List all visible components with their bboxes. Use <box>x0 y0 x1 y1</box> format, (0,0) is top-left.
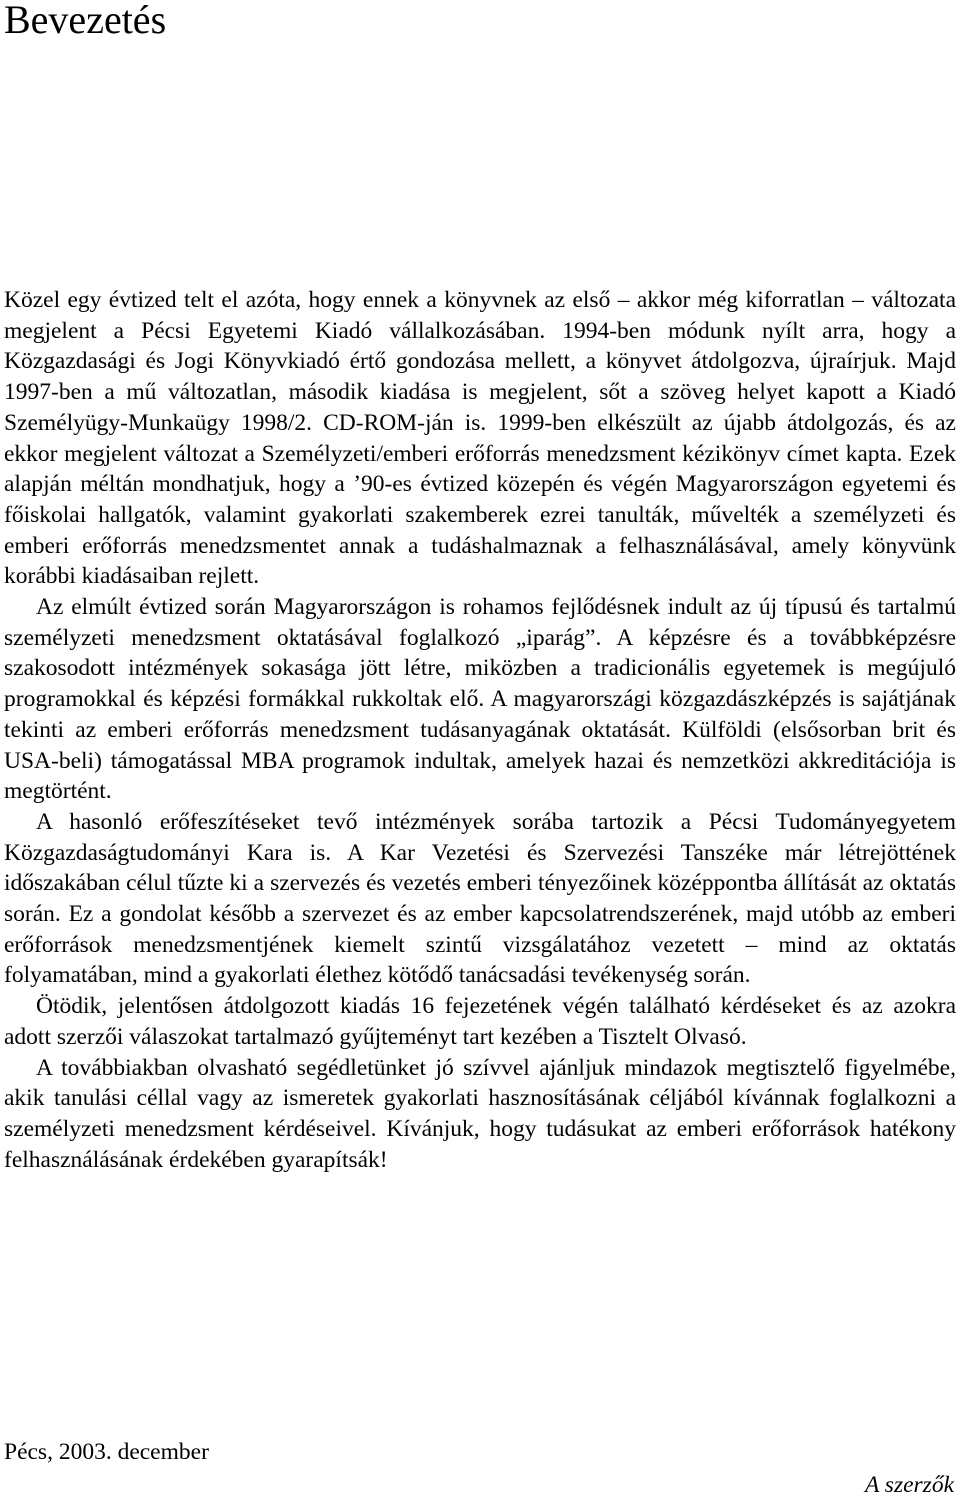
paragraph-2: Az elmúlt évtized során Magyarországon is rohamos fejlődésnek indult az új típusú és tartalmú személyzeti menedzsment oktatásával foglalkozó „iparág”. A képzésre és a továbbképzésre szakosodott intézmények sokasága jött létre, miközben a tradicionális egyetemek is megújuló programokkal és képzési formákkal rukkoltak elő. A magyarországi közgazdászképzés is sajátjának tekinti az emberi erőforrás menedzsment tudásanyagának oktatását. Külföldi (elsősorban brit és USA-beli) támogatással MBA programok indultak, amelyek hazai és nemzetközi akkreditációja is megtörtént. <box>4 594 956 805</box>
place-date: Pécs, 2003. december <box>4 1439 209 1465</box>
paragraph-3: A hasonló erőfeszítéseket tevő intézmények sorába tartozik a Pécsi Tudományegyetem Közgazdaságtudományi Kara is. A Kar Vezetési és Szervezési Tanszéke már létrejöttének időszakában célul tűzte ki a szervezés és vezetés emberi tényezőinek középpontba állítását az oktatás során. Ez a gondolat később a szervezet és az ember kapcsolatrendszerének, majd utóbb az emberi erőforrások menedzsmentjének kiemelt szintű vizsgálatához vezetett – mind az oktatás folyamatában, mind a gyakorlati élethez kötődő tanácsadási tevékenység során. <box>4 808 956 989</box>
body-text <box>4 285 956 1175</box>
paragraph-4: Ötödik, jelentősen átdolgozott kiadás 16 fejezetének végén található kérdéseket és az azokra adott szerzői válaszokat tartalmazó gyűjteményt tart kezében a Tisztelt Olvasó. <box>4 993 956 1050</box>
author-signature: A szerzők <box>865 1472 954 1498</box>
paragraph-1: Közel egy évtized telt el azóta, hogy ennek a könyvnek az első – akkor még kiforratlan – változata megjelent a Pécsi Egyetemi Kiadó vállalkozásában. 1994-ben módunk nyílt arra, hogy a Közgazdasági és Jogi Könyvkiadó értő gondozása mellett, a könyvet átdolgozva, újraírjuk. Majd 1997-ben a mű változatlan, második kiadása is megjelent, sőt a szöveg helyet kapott a Kiadó Személyügy-Munkaügy 1998/2. CD-ROM-ján is. 1999-ben elkészült az újabb átdolgozás, és az ekkor megjelent változat a Személyzeti/emberi erőforrás menedzsment kézikönyv címet kapta. Ezek alapján méltán mondhatjuk, hogy a ’90-es évtized közepén és végén Magyarországon egyetemi és főiskolai hallgatók, valamint gyakorlati szakemberek ezrei tanulták, művelték a személyzeti és emberi erőforrás menedzsmentet annak a tudáshalmaznak a felhasználásával, amely könyvünk korábbi kiadásaiban rejlett. <box>4 287 956 590</box>
page-title: Bevezetés <box>4 0 167 42</box>
paragraph-5: A továbbiakban olvasható segédletünket jó szívvel ajánljuk mindazok megtisztelő figyelmébe, akik tanulási céllal vagy az ismeretek gyakorlati hasznosításának céljából kívánnak foglalkozni a személyzeti menedzsment kérdéseivel. Kívánjuk, hogy tudásukat az emberi erőforrások hatékony felhasználásának érdekében gyarapítsák! <box>4 1054 956 1173</box>
